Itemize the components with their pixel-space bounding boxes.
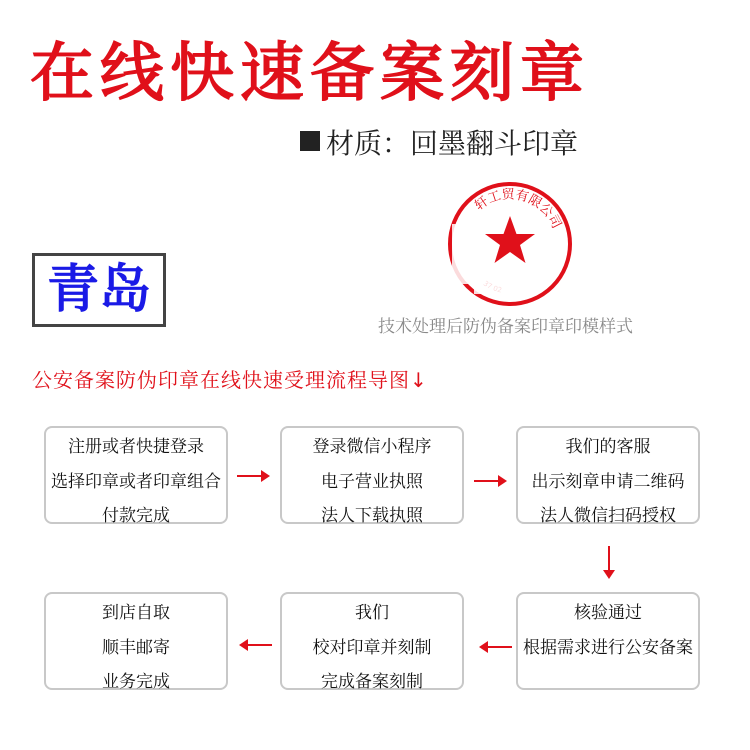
bullet-square-icon <box>300 131 320 151</box>
arrow-down-icon <box>600 546 618 580</box>
arrow-left-icon <box>478 638 512 656</box>
step-line: 法人微信扫码授权 <box>540 506 676 526</box>
step-line: 电子营业执照 <box>321 472 423 492</box>
step-line: 付款完成 <box>102 506 170 526</box>
step-line: 我们的客服 <box>565 437 651 457</box>
step-line: 法人下载执照 <box>321 506 423 526</box>
step-line: 我们 <box>355 603 389 623</box>
arrow-left-icon <box>238 636 272 654</box>
city-badge: 青岛 <box>32 253 166 327</box>
flow-step-6 <box>44 592 228 690</box>
flow-step-3 <box>516 426 700 524</box>
flow-step-1 <box>44 426 228 524</box>
stamp-caption: 技术处理后防伪备案印章印模样式 <box>378 317 633 337</box>
material-line <box>300 122 578 162</box>
flow-step-2 <box>280 426 464 524</box>
seal-company-path: 轩工贸有限公司 <box>472 187 564 232</box>
seal-stamp-image <box>444 178 576 310</box>
arrow-right-icon <box>237 467 271 485</box>
page-title: 在线快速备案刻章 <box>30 36 590 111</box>
arrow-right-icon <box>474 472 508 490</box>
flow-step-4 <box>516 592 700 690</box>
step-line: 核验通过 <box>574 603 642 623</box>
material-text: 材质：回墨翻斗印章 <box>326 127 579 160</box>
step-line: 校对印章并刻制 <box>312 638 432 658</box>
step-line: 注册或者快捷登录 <box>68 437 204 457</box>
step-line: 登录微信小程序 <box>312 437 432 457</box>
step-line: 根据需求进行公安备案 <box>523 638 693 658</box>
step-line: 到店自取 <box>102 603 170 623</box>
step-line: 完成备案刻制 <box>321 672 423 692</box>
flow-step-5 <box>280 592 464 690</box>
seal-blur-mask-bottom <box>474 274 520 294</box>
flow-heading: 公安备案防伪印章在线快速受理流程导图↓ <box>32 368 428 392</box>
step-line: 选择印章或者印章组合 <box>51 472 221 492</box>
seal-star-icon <box>485 216 535 263</box>
step-line: 顺丰邮寄 <box>102 638 170 658</box>
step-line: 业务完成 <box>102 672 170 692</box>
seal-company-text <box>472 187 563 231</box>
step-line: 出示刻章申请二维码 <box>531 472 685 492</box>
